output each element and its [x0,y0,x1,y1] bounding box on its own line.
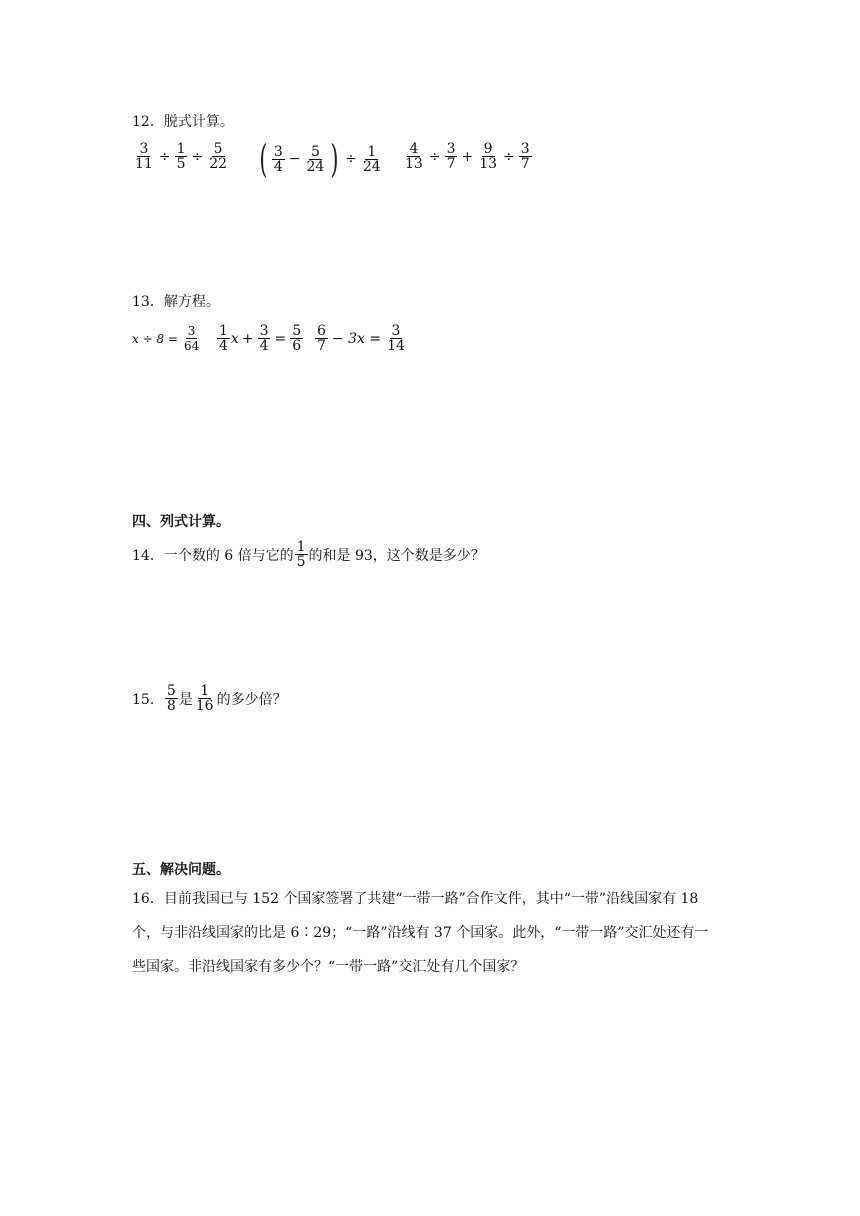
q16-question [132,882,732,984]
q16-line-3: 些国家。非沿线国家有多少个？“一带一路”交汇处有几个国家？ [132,959,525,975]
q13-equation-2: $\frac{1}{4}$ x + $\frac{3}{4}$ = $\frac{5}{6}$ [219,323,302,354]
q12-expression-3: $\frac{4}{13}$ ÷ $\frac{3}{7}$ + $\frac{9}{13}$ ÷ $\frac{3}{7}$ [405,141,530,172]
section-4-heading: 四、列式计算。 [132,514,230,530]
q16-line-1: 16．目前我国已与 152 个国家签署了共建“一带一路”合作文件，其中“一带”沿线国家有 18 [132,891,699,907]
q14-question: 14．一个数的 6 倍与它的 $\frac{1}{5}$ 的和是 93，这个数是多少？ [132,539,485,570]
q13-equation-3: $\frac{6}{7}$ − 3x = $\frac{3}{14}$ [317,323,405,354]
section-5-heading: 五、解决问题。 [132,862,230,878]
q13-equation-1: x ÷ 8 = $\frac{3}{64}$ [132,324,200,353]
q15-question: 15． $\frac{5}{8}$ 是 $\frac{1}{16}$ 的多少倍？ [132,683,287,714]
q12-expression-1: $\frac{3}{11}$ ÷ $\frac{1}{5}$ ÷ $\frac{5}{22}$ [135,141,228,172]
q13-title: 13．解方程。 [132,294,220,310]
q16-line-2: 个，与非沿线国家的比是 6∶29；“一路”沿线有 37 个国家。此外，“一带一路”交汇处还有一 [132,925,709,941]
q12-title: 12．脱式计算。 [132,114,234,130]
q12-expression-2: ( $\frac{3}{4}$ − $\frac{5}{24}$ ) ÷ $\frac{1}{24}$ [259,137,381,181]
